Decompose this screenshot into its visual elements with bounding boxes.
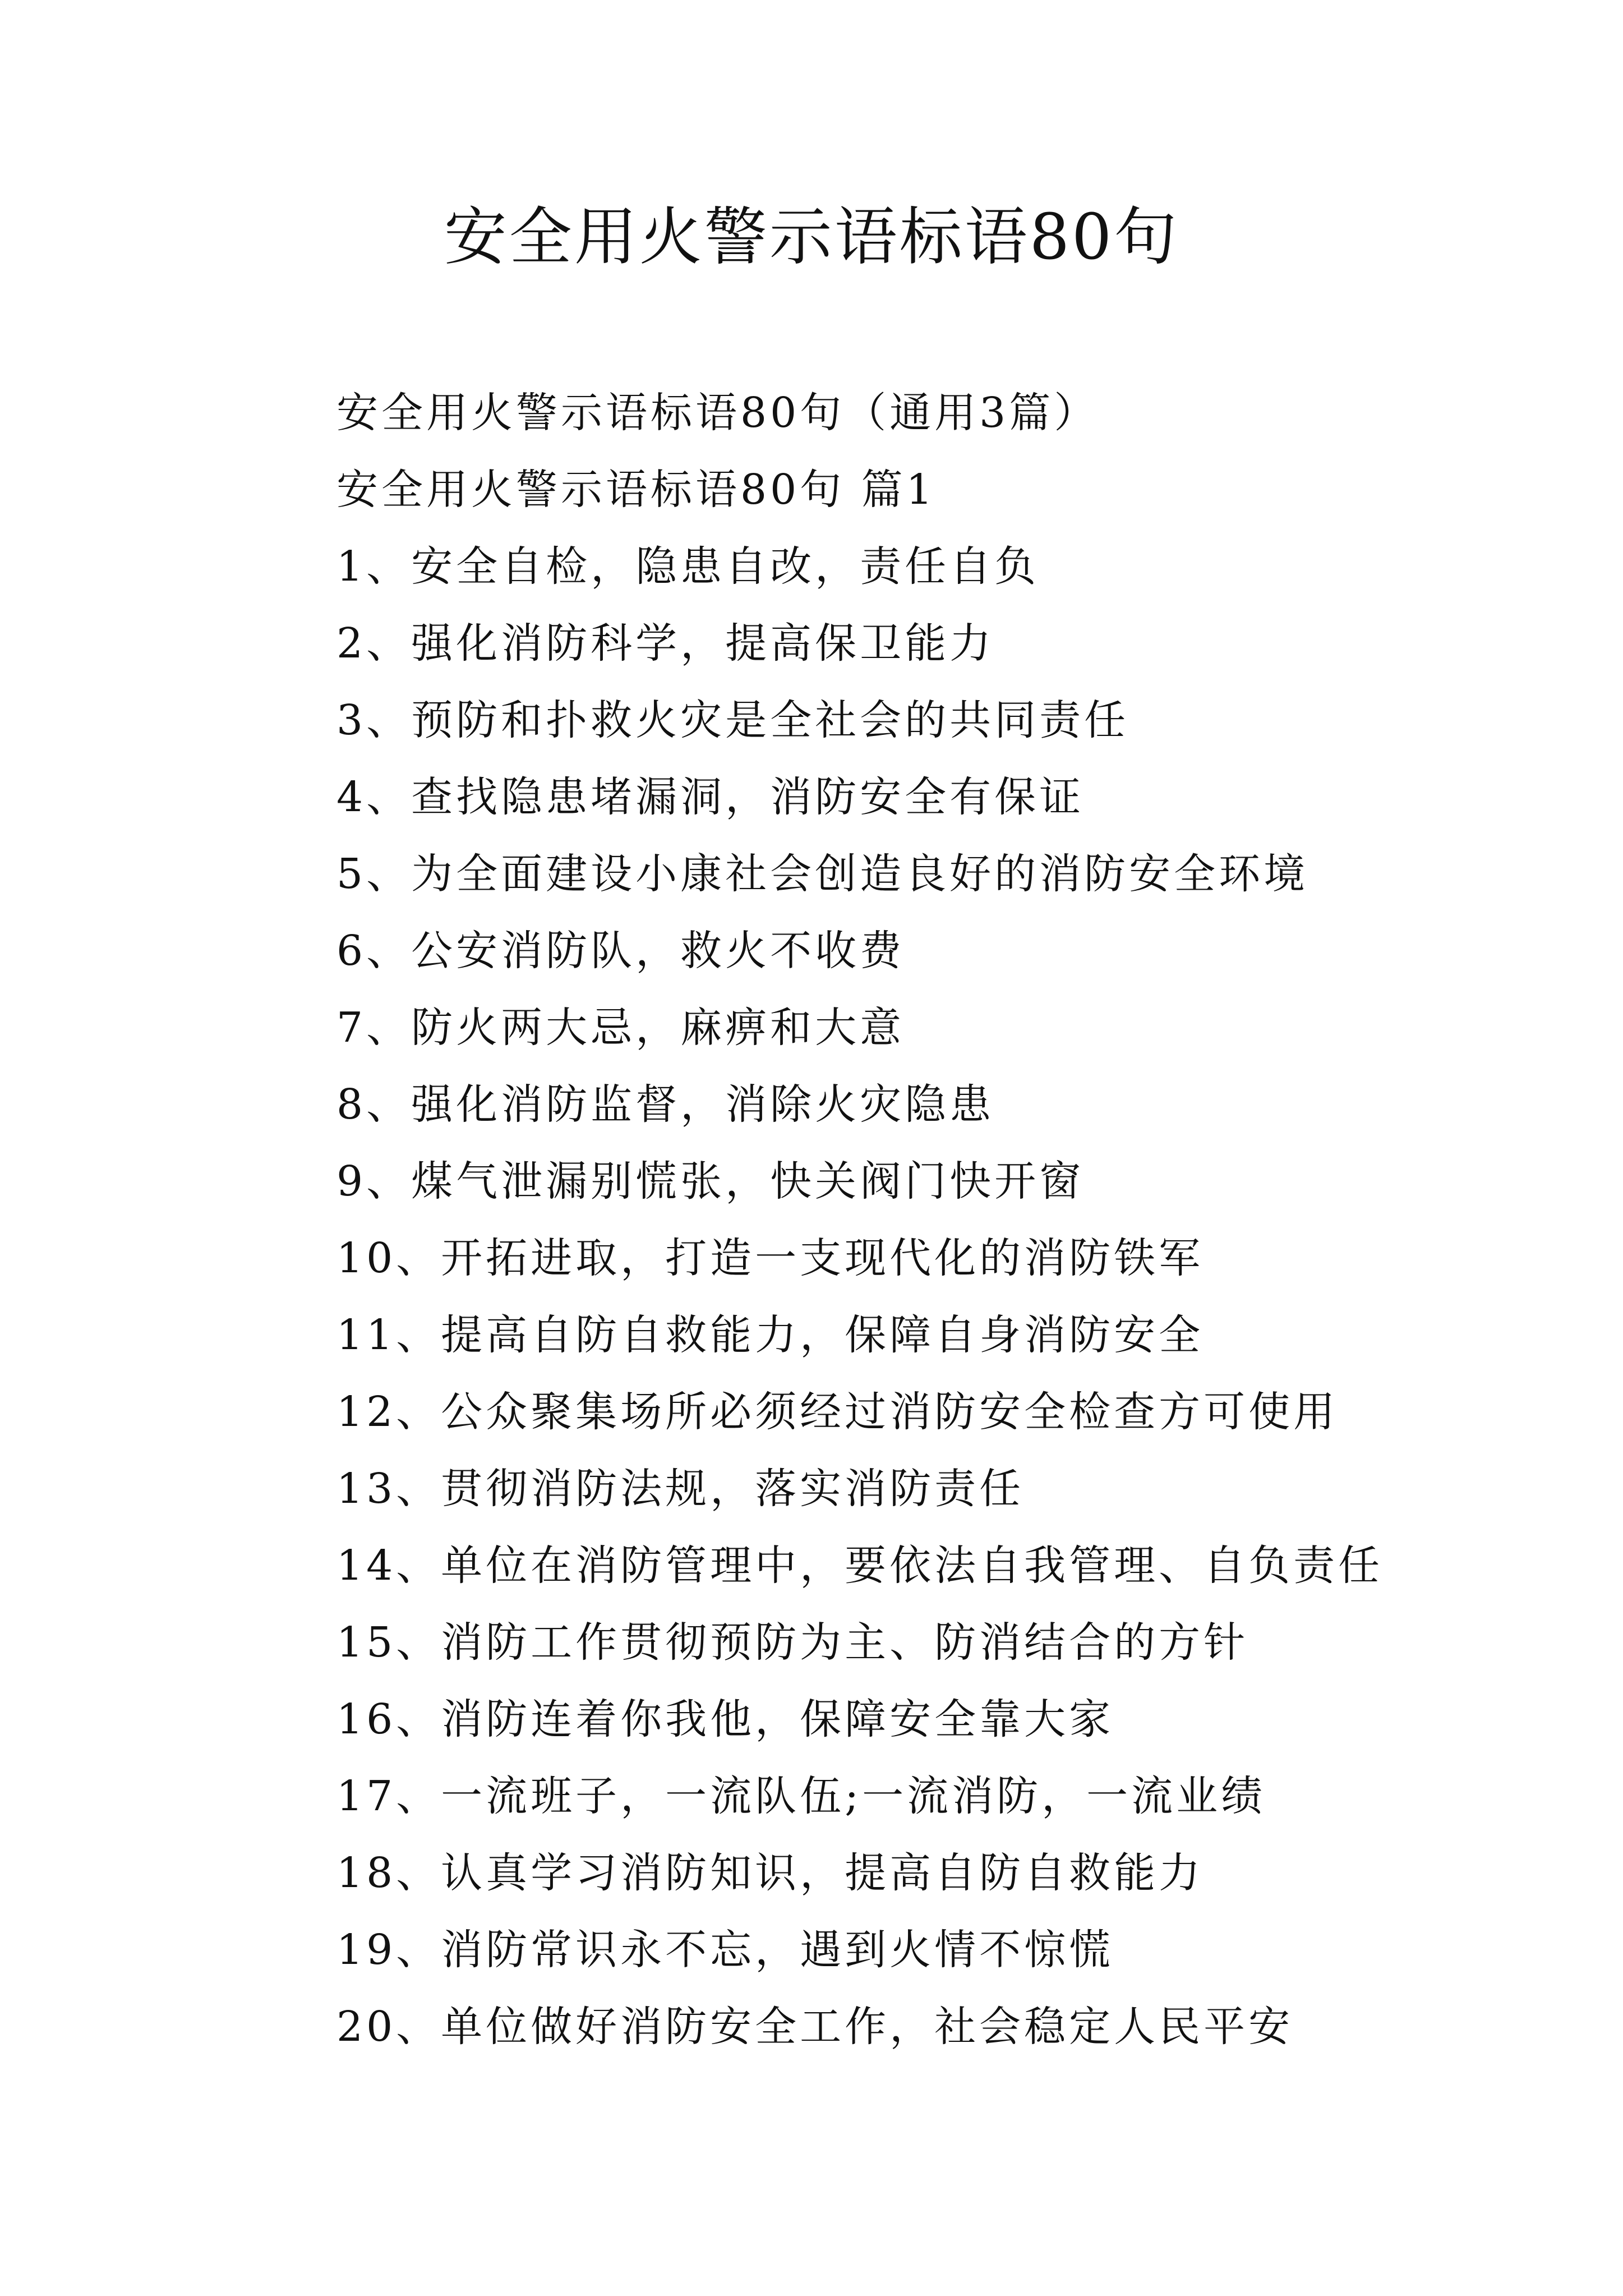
list-item: 3、预防和扑救火灾是全社会的共同责任 xyxy=(336,696,1129,744)
list-item: 5、为全面建设小康社会创造良好的消防安全环境 xyxy=(336,850,1309,898)
list-item: 11、提高自防自救能力，保障自身消防安全 xyxy=(336,1311,1204,1359)
list-item: 7、防火两大忌，麻痹和大意 xyxy=(336,1004,905,1052)
list-item: 19、消防常识永不忘，遇到火情不惊慌 xyxy=(336,1926,1114,1974)
list-item: 18、认真学习消防知识，提高自防自救能力 xyxy=(336,1849,1204,1897)
list-item: 10、开拓进取，打造一支现代化的消防铁军 xyxy=(336,1234,1204,1282)
list-item: 4、查找隐患堵漏洞，消防安全有保证 xyxy=(336,773,1085,821)
document-subtitle: 安全用火警示语标语80句（通用3篇） xyxy=(336,389,1099,437)
list-item: 17、一流班子，一流队伍;一流消防，一流业绩 xyxy=(336,1772,1266,1820)
section-heading: 安全用火警示语标语80句 篇1 xyxy=(336,466,936,514)
list-item: 2、强化消防科学，提高保卫能力 xyxy=(336,619,995,668)
list-item: 8、强化消防监督，消除火灾隐患 xyxy=(336,1080,995,1129)
list-item: 14、单位在消防管理中，要依法自我管理、自负责任 xyxy=(336,1542,1384,1590)
list-item: 16、消防连着你我他，保障安全靠大家 xyxy=(336,1695,1114,1743)
document-title: 安全用火警示语标语80句 xyxy=(444,201,1179,274)
list-item: 15、消防工作贯彻预防为主、防消结合的方针 xyxy=(336,1618,1249,1667)
document-body xyxy=(336,375,1514,2065)
list-item: 20、单位做好消防安全工作，社会稳定人民平安 xyxy=(336,2003,1294,2051)
list-item: 1、安全自检，隐患自改，责任自负 xyxy=(336,542,1040,591)
list-item: 13、贯彻消防法规，落实消防责任 xyxy=(336,1465,1025,1513)
list-item: 6、公安消防队，救火不收费 xyxy=(336,927,905,975)
list-item: 12、公众聚集场所必须经过消防安全检查方可使用 xyxy=(336,1388,1339,1436)
list-item: 9、煤气泄漏别慌张，快关阀门快开窗 xyxy=(336,1157,1085,1205)
